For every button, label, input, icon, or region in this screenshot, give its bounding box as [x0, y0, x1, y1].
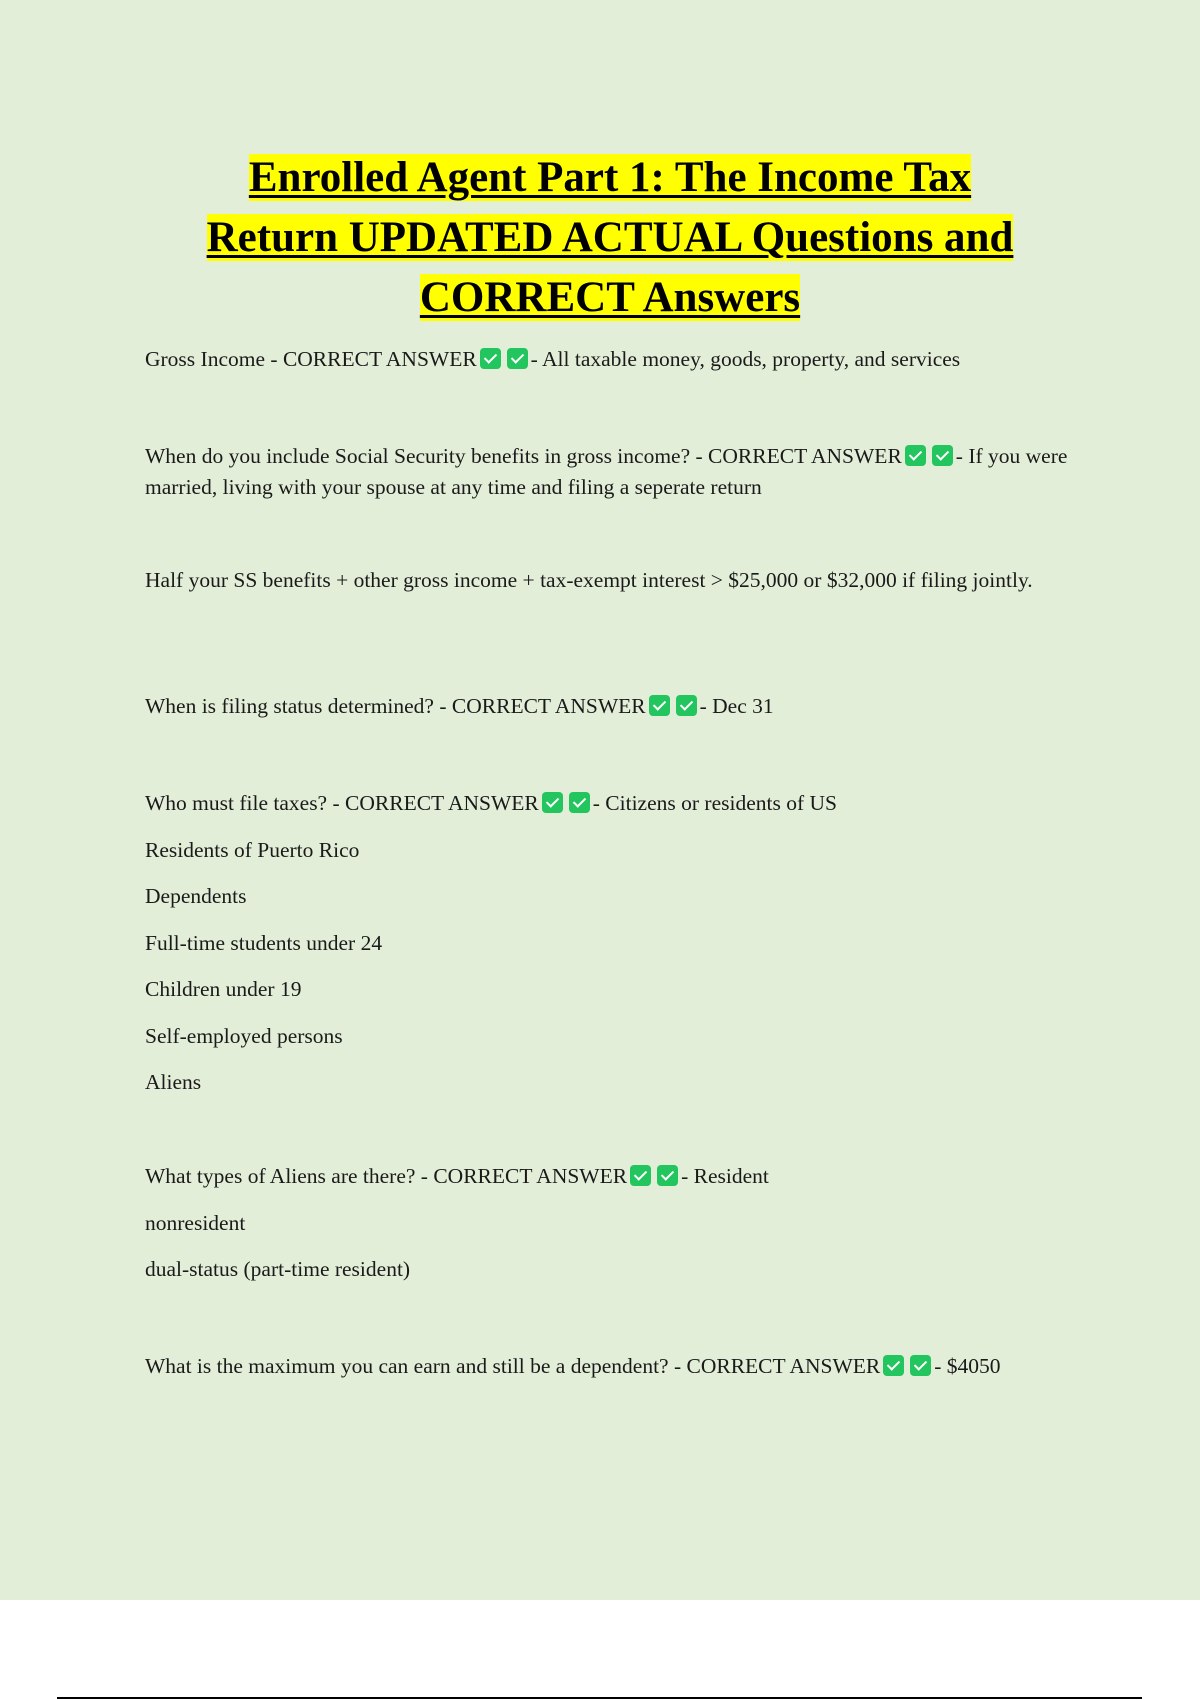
paragraph-ss-threshold	[145, 565, 1075, 596]
check-mark-icon	[910, 1355, 931, 1376]
list-item: Dependents	[145, 884, 247, 908]
question-text: When do you include Social Security benefits in gross income? -	[145, 444, 709, 468]
answer-text: - Citizens or residents of US	[592, 791, 837, 815]
check-mark-icon	[932, 445, 953, 466]
answer-text: - Resident	[681, 1164, 769, 1188]
check-mark-icon	[883, 1355, 904, 1376]
qa-item-filing-status	[145, 691, 1075, 722]
title-line-2: Return UPDATED ACTUAL Questions and	[206, 214, 1014, 261]
qa-item-gross-income	[145, 344, 1075, 375]
title-line-1: Enrolled Agent Part 1: The Income Tax	[248, 154, 972, 201]
check-mark-icon	[542, 792, 563, 813]
check-mark-icon	[905, 445, 926, 466]
answer-text: - All taxable money, goods, property, and services	[530, 347, 961, 371]
correct-answer-label: CORRECT ANSWER	[708, 444, 902, 468]
question-text: Who must file taxes? -	[145, 791, 346, 815]
list-item: dual-status (part-time resident)	[145, 1257, 411, 1281]
check-mark-icon	[507, 348, 528, 369]
check-mark-icon	[630, 1165, 651, 1186]
correct-answer-label: CORRECT ANSWER	[345, 791, 539, 815]
question-text: When is filing status determined? -	[145, 694, 452, 718]
check-mark-icon	[569, 792, 590, 813]
correct-answer-label: CORRECT ANSWER	[433, 1164, 628, 1188]
list-item: Aliens	[145, 1070, 202, 1094]
list-item: Full-time students under 24	[145, 930, 383, 955]
check-mark-icon	[649, 695, 670, 716]
list-item: Children under 19	[145, 977, 302, 1001]
list-item: Self-employed persons	[145, 1023, 343, 1048]
qa-item-alien-types	[145, 1161, 1075, 1301]
check-mark-icon	[480, 348, 501, 369]
check-mark-icon	[676, 695, 697, 716]
title-line-3: CORRECT Answers	[419, 274, 801, 321]
list-item: nonresident	[145, 1210, 246, 1235]
qa-first-line	[145, 788, 1075, 835]
question-text: What types of Aliens are there? -	[145, 1164, 434, 1188]
answer-text: - Dec 31	[699, 694, 774, 718]
paragraph-text: Half your SS benefits + other gross income + tax-exempt interest > $25,000 or $32,000 if filing jointly.	[145, 568, 1033, 592]
question-text: Gross Income -	[145, 347, 283, 371]
document-title	[145, 148, 1075, 328]
check-mark-icon	[657, 1165, 678, 1186]
qa-item-who-must-file	[145, 788, 1075, 1114]
qa-first-line	[145, 1161, 1075, 1208]
correct-answer-label: CORRECT ANSWER	[686, 1354, 881, 1378]
answer-text: - $4050	[934, 1354, 1001, 1378]
answer-text: - If you were married, living with your spouse at any time and filing a seperate return	[145, 444, 1068, 499]
question-text: What is the maximum you can earn and still be a dependent? -	[145, 1354, 687, 1378]
correct-answer-label: CORRECT ANSWER	[451, 694, 646, 718]
correct-answer-label: CORRECT ANSWER	[282, 347, 477, 371]
footer-divider	[57, 1697, 1142, 1699]
qa-item-social-security	[145, 441, 1075, 503]
qa-item-dependent-max-earnings	[145, 1351, 1075, 1382]
list-item: Residents of Puerto Rico	[145, 837, 360, 862]
